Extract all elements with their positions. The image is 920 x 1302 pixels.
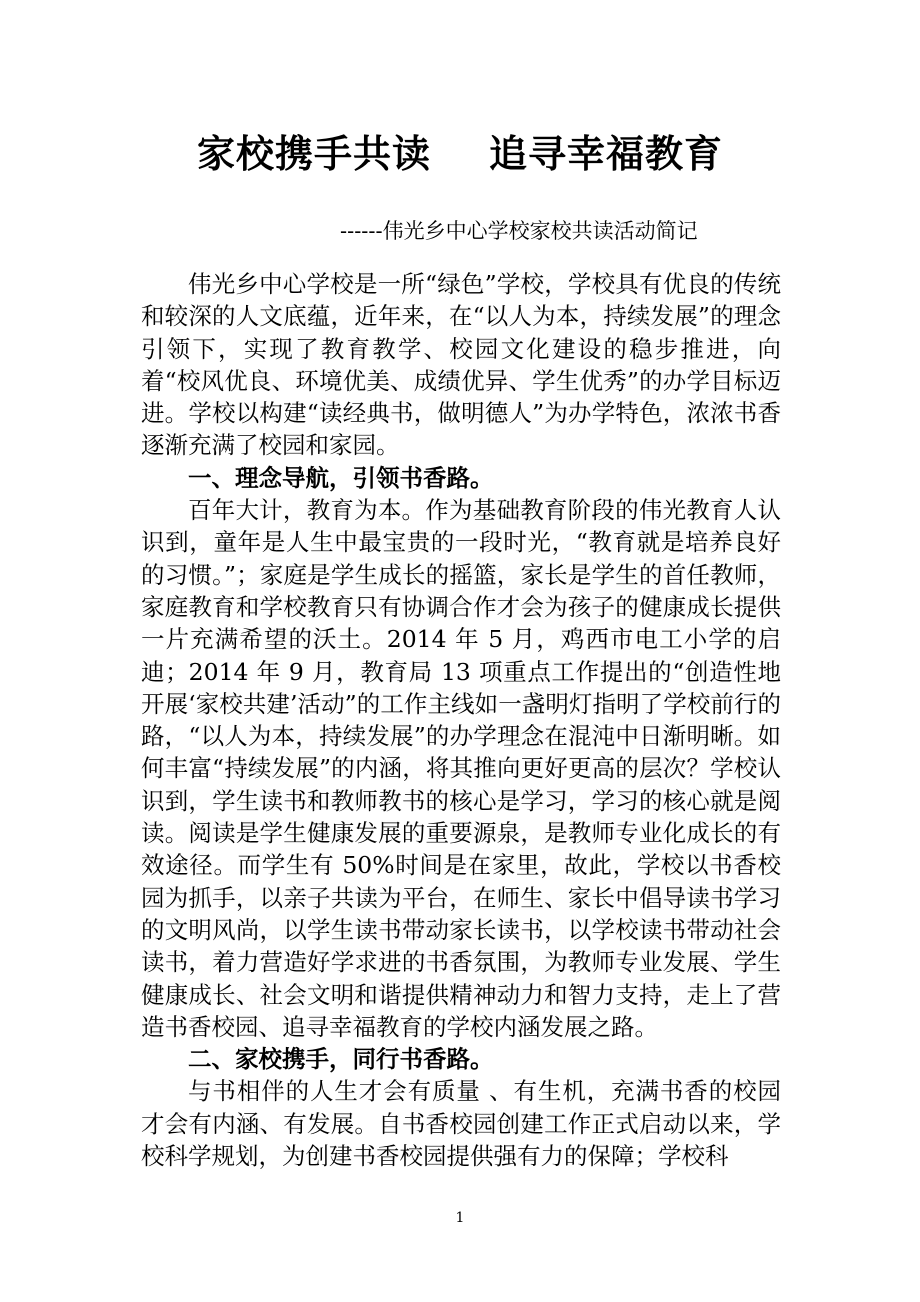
section-heading-1: 一、理念导航，引领书香路。 <box>188 463 494 492</box>
document-body <box>141 268 781 1172</box>
section-heading-2: 二、家校携手，同行书香路。 <box>188 1045 494 1074</box>
title-part-1: 家校携手共读 <box>196 131 431 176</box>
paragraph-section-2: 与书相伴的人生才会有质量 、有生机，充满书香的校园才会有内涵、有发展。自书香校园创建工作正式启动以来，学校科学规划，为创建书香校园提供强有力的保障；学校科 <box>141 1077 781 1171</box>
document-title <box>0 128 920 180</box>
title-part-2: 追寻幸福教育 <box>489 131 724 176</box>
paragraph-intro: 伟光乡中心学校是一所“绿色”学校，学校具有优良的传统和较深的人文底蕴，近年来，在“以人为本，持续发展”的理念引领下，实现了教育教学、校园文化建设的稳步推进，向着“校风优良、环境优美、成绩优异、学生优秀”的办学目标迈进。学校以构建“读经典书，做明德人”为办学特色，浓浓书香逐渐充满了校园和家园。 <box>141 270 781 460</box>
paragraph-section-1: 百年大计，教育为本。作为基础教育阶段的伟光教育人认识到，童年是人生中最宝贵的一段时光，“教育就是培养良好的习惯。”；家庭是学生成长的摇篮，家长是学生的首任教师，家庭教育和学校教育只有协调合作才会为孩子的健康成长提供一片充满希望的沃土。2014 年 5 月，鸡西市电工小学的启迪；2014 年 9 月，教育局 13 项重点工作提出的“创造性地开展‘家校共建’活动”的工作主线如一盏明灯指明了学校前行的路，“以人为本，持续发展”的办学理念在混沌中日渐明晰。如何丰富“持续发展”的内涵，将其推向更好更高的层次？学校认识到，学生读书和教师教书的核心是学习，学习的核心就是阅读。阅读是学生健康发展的重要源泉，是教师专业化成长的有效途径。而学生有 50%时间是在家里，故此，学校以书香校园为抓手，以亲子共读为平台，在师生、家长中倡导读书学习的文明风尚，以学生读书带动家长读书，以学校读书带动社会读书，着力营造好学求进的书香氛围，为教师专业发展、学生健康成长、社会文明和谐提供精神动力和智力支持，走上了营造书香校园、追寻幸福教育的学校内涵发展之路。 <box>141 496 781 1041</box>
document-subtitle: ------伟光乡中心学校家校共读活动简记 <box>340 219 698 243</box>
page-number: 1 <box>455 1210 465 1226</box>
